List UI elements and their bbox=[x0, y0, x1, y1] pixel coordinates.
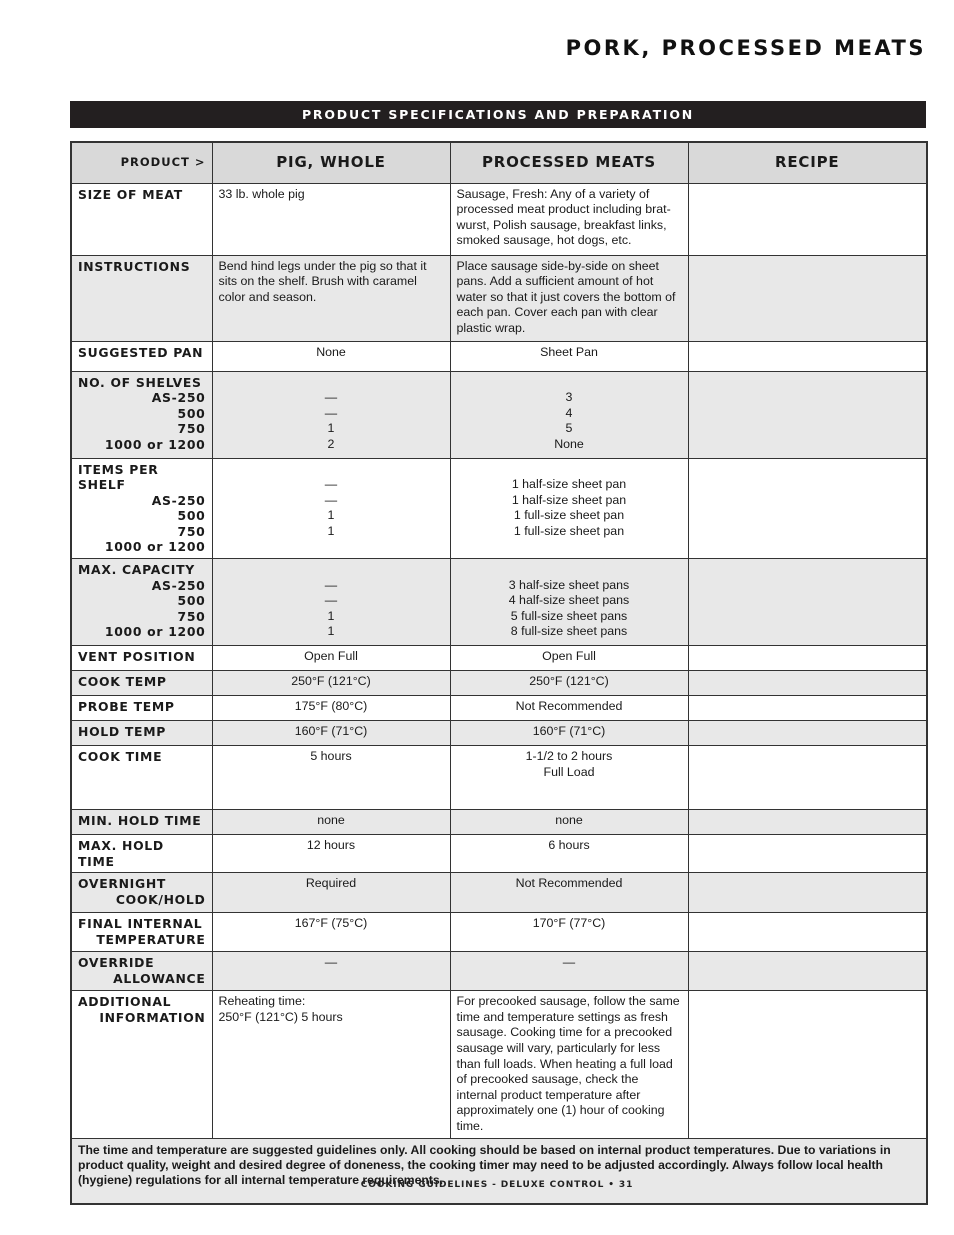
cell-line: 5 full-size sheet pans bbox=[510, 608, 628, 623]
cell-recipe bbox=[688, 646, 927, 671]
table-row bbox=[71, 255, 927, 341]
row-label-text: SIZE OF MEAT bbox=[78, 186, 183, 202]
cell-pig: none bbox=[212, 810, 450, 835]
cell-line: — bbox=[324, 405, 338, 420]
cell-line: — bbox=[324, 477, 338, 492]
footnote-row bbox=[71, 1138, 927, 1204]
row-label-text: MAX. CAPACITY bbox=[78, 562, 195, 578]
table-row bbox=[71, 913, 927, 952]
table-row bbox=[71, 873, 927, 913]
model-label: INFORMATION bbox=[99, 1009, 206, 1025]
cell-line bbox=[457, 375, 682, 391]
model-label: TEMPERATURE bbox=[96, 931, 206, 947]
row-label-text: INSTRUCTIONS bbox=[78, 258, 191, 274]
cell-recipe bbox=[688, 559, 927, 646]
cell-line: 5 bbox=[565, 421, 573, 436]
row-label bbox=[71, 559, 212, 646]
table-row bbox=[71, 458, 927, 559]
page-title: PORK, PROCESSED MEATS bbox=[565, 36, 926, 60]
cell-recipe bbox=[688, 341, 927, 371]
cell-line: Full Load bbox=[543, 764, 595, 779]
cell-line: 3 bbox=[565, 390, 573, 405]
model-label: 1000 or 1200 bbox=[104, 436, 206, 452]
model-label: 500 bbox=[177, 405, 206, 421]
header-product: PRODUCT > bbox=[71, 142, 212, 183]
cell-pig: 175°F (80°C) bbox=[212, 696, 450, 721]
product-spec-table bbox=[70, 141, 928, 1205]
model-label: AS-250 bbox=[151, 492, 206, 508]
row-label bbox=[71, 696, 212, 721]
table-row bbox=[71, 835, 927, 873]
cell-pig: 167°F (75°C) bbox=[212, 913, 450, 952]
row-label bbox=[71, 341, 212, 371]
cell-pig: Open Full bbox=[212, 646, 450, 671]
cell-line: 1 bbox=[327, 608, 335, 623]
cell-line: 8 full-size sheet pans bbox=[510, 624, 628, 639]
cell-line: — bbox=[324, 390, 338, 405]
cell-line: — bbox=[324, 577, 338, 592]
cell-line: 1 full-size sheet pan bbox=[513, 508, 625, 523]
cell-recipe bbox=[688, 671, 927, 696]
cell-line bbox=[457, 562, 682, 578]
cell-recipe bbox=[688, 913, 927, 952]
table-row bbox=[71, 810, 927, 835]
cell-pig: Bend hind legs under the pig so that it sits on the shelf. Brush with caramel color and season. bbox=[212, 255, 450, 341]
cell-processed: For precooked sausage, follow the same time and temperature settings as fresh sausage. Cooking time for a precooked sausage will vary, particularly for less than full loads. When heating a full load of precooked sausage, check the internal product temperature after approximately one (1) hour of cooking time. bbox=[450, 991, 688, 1138]
cell-line: 2 bbox=[327, 436, 335, 451]
section-banner: PRODUCT SPECIFICATIONS AND PREPARATION bbox=[70, 101, 926, 128]
table-row bbox=[71, 671, 927, 696]
cell-processed: Open Full bbox=[450, 646, 688, 671]
row-label-text: NO. OF SHELVES bbox=[78, 374, 202, 390]
table-row bbox=[71, 696, 927, 721]
model-label: 1000 or 1200 bbox=[104, 539, 206, 555]
cell-pig: 250°F (121°C) bbox=[212, 671, 450, 696]
cell-line: — bbox=[324, 492, 338, 507]
model-label: COOK/HOLD bbox=[115, 891, 206, 907]
row-label-text: FINAL INTERNAL bbox=[78, 916, 203, 932]
row-label-text: HOLD TEMP bbox=[78, 724, 167, 740]
model-label: 500 bbox=[177, 508, 206, 524]
cell-recipe bbox=[688, 371, 927, 458]
cell-processed bbox=[450, 371, 688, 458]
cell-processed: 160°F (71°C) bbox=[450, 721, 688, 746]
table-row bbox=[71, 341, 927, 371]
table-row bbox=[71, 721, 927, 746]
model-label: ALLOWANCE bbox=[113, 970, 206, 986]
row-label-text: OVERNIGHT bbox=[78, 876, 167, 892]
cell-line: 1 bbox=[327, 508, 335, 523]
cell-line: None bbox=[554, 436, 584, 451]
cell-line: Reheating time: bbox=[218, 994, 306, 1009]
row-label bbox=[71, 873, 212, 913]
cell-line: 4 half-size sheet pans bbox=[508, 593, 630, 608]
cell-processed: Sausage, Fresh: Any of a variety of processed meat product including brat-wurst, Polish sausage, breakfast links, smoked sausage, hot dogs, etc. bbox=[450, 183, 688, 255]
cell-line bbox=[219, 562, 444, 578]
cell-processed bbox=[450, 458, 688, 559]
row-label-text: ITEMS PER SHELF bbox=[78, 461, 159, 493]
cell-recipe bbox=[688, 183, 927, 255]
cell-recipe bbox=[688, 810, 927, 835]
cell-processed: none bbox=[450, 810, 688, 835]
cell-line: 1 full-size sheet pan bbox=[513, 523, 625, 538]
cell-line: 5 hours bbox=[310, 749, 352, 764]
cell-pig: 12 hours bbox=[212, 835, 450, 873]
model-label: 750 bbox=[177, 421, 206, 437]
cell-pig: 33 lb. whole pig bbox=[212, 183, 450, 255]
cell-line bbox=[457, 462, 682, 478]
cell-recipe bbox=[688, 458, 927, 559]
row-label bbox=[71, 721, 212, 746]
row-label bbox=[71, 746, 212, 810]
row-label bbox=[71, 183, 212, 255]
cell-processed: Not Recommended bbox=[450, 696, 688, 721]
cell-pig bbox=[212, 991, 450, 1138]
cell-processed: Place sausage side-by-side on sheet pans. Add a sufficient amount of hot water so that it just covers the bottom of each pan. Cover each pan with clear plastic wrap. bbox=[450, 255, 688, 341]
cell-line bbox=[219, 462, 444, 478]
cell-line: 3 half-size sheet pans bbox=[508, 577, 630, 592]
cell-processed: Not Recommended bbox=[450, 873, 688, 913]
cell-pig bbox=[212, 458, 450, 559]
cell-line bbox=[219, 375, 444, 391]
model-label: AS-250 bbox=[151, 577, 206, 593]
model-label: 750 bbox=[177, 523, 206, 539]
cell-processed bbox=[450, 746, 688, 810]
model-label: AS-250 bbox=[151, 390, 206, 406]
cell-pig: Required bbox=[212, 873, 450, 913]
cell-processed: Sheet Pan bbox=[450, 341, 688, 371]
cell-line: 1 half-size sheet pan bbox=[511, 477, 627, 492]
cell-recipe bbox=[688, 721, 927, 746]
cell-processed: 6 hours bbox=[450, 835, 688, 873]
cell-line: 250°F (121°C) 5 hours bbox=[218, 1009, 343, 1024]
cell-processed: 170°F (77°C) bbox=[450, 913, 688, 952]
cell-recipe bbox=[688, 696, 927, 721]
footnote: The time and temperature are suggested guidelines only. All cooking should be based on internal product temperatures. Due to variations in product quality, weight and desired degree of doneness, the cooking timer may need to be adjusted accordingly. Always follow local health (hygiene) regulations for all internal temperature requirements. bbox=[71, 1138, 927, 1204]
table-row bbox=[71, 559, 927, 646]
row-label-text: SUGGESTED PAN bbox=[78, 344, 204, 360]
row-label-text: MIN. HOLD TIME bbox=[78, 813, 202, 829]
row-label bbox=[71, 255, 212, 341]
table-row bbox=[71, 646, 927, 671]
cell-pig bbox=[212, 559, 450, 646]
row-label-text: PROBE TEMP bbox=[78, 699, 175, 715]
header-pig-whole: PIG, WHOLE bbox=[212, 142, 450, 183]
cell-recipe bbox=[688, 255, 927, 341]
row-label bbox=[71, 991, 212, 1138]
cell-line: 1 bbox=[327, 624, 335, 639]
row-label bbox=[71, 835, 212, 873]
row-label bbox=[71, 458, 212, 559]
model-label: 1000 or 1200 bbox=[104, 624, 206, 640]
cell-pig: None bbox=[212, 341, 450, 371]
model-label: 500 bbox=[177, 593, 206, 609]
cell-line: 1 bbox=[327, 421, 335, 436]
cell-processed bbox=[450, 559, 688, 646]
cell-pig: — bbox=[212, 952, 450, 991]
cell-line: 1 half-size sheet pan bbox=[511, 492, 627, 507]
table-body bbox=[71, 183, 927, 1138]
row-label bbox=[71, 671, 212, 696]
cell-recipe bbox=[688, 746, 927, 810]
table-row bbox=[71, 991, 927, 1138]
row-label-text: OVERRIDE bbox=[78, 955, 155, 971]
cell-line: 1 bbox=[327, 523, 335, 538]
table-row bbox=[71, 183, 927, 255]
table-row bbox=[71, 371, 927, 458]
row-label bbox=[71, 371, 212, 458]
cell-line: 4 bbox=[565, 405, 573, 420]
row-label bbox=[71, 646, 212, 671]
page-footer: COOKING GUIDELINES - DELUXE CONTROL • 31 bbox=[360, 1180, 634, 1190]
cell-line: — bbox=[324, 593, 338, 608]
cell-recipe bbox=[688, 873, 927, 913]
row-label-text: ADDITIONAL bbox=[78, 994, 172, 1010]
table-row bbox=[71, 746, 927, 810]
cell-pig: 160°F (71°C) bbox=[212, 721, 450, 746]
table-header-row bbox=[71, 142, 927, 183]
cell-recipe bbox=[688, 835, 927, 873]
cell-pig bbox=[212, 746, 450, 810]
row-label-text: VENT POSITION bbox=[78, 649, 196, 665]
row-label bbox=[71, 810, 212, 835]
row-label-text: COOK TEMP bbox=[78, 674, 167, 690]
cell-recipe bbox=[688, 952, 927, 991]
row-label-text: COOK TIME bbox=[78, 749, 163, 765]
row-label-text: MAX. HOLD TIME bbox=[78, 838, 164, 869]
table-row bbox=[71, 952, 927, 991]
cell-recipe bbox=[688, 991, 927, 1138]
cell-processed: 250°F (121°C) bbox=[450, 671, 688, 696]
model-label: 750 bbox=[177, 608, 206, 624]
cell-line: 1-1/2 to 2 hours bbox=[525, 749, 613, 764]
cell-processed: — bbox=[450, 952, 688, 991]
row-label bbox=[71, 952, 212, 991]
header-recipe: RECIPE bbox=[688, 142, 927, 183]
header-processed-meats: PROCESSED MEATS bbox=[450, 142, 688, 183]
row-label bbox=[71, 913, 212, 952]
cell-pig bbox=[212, 371, 450, 458]
